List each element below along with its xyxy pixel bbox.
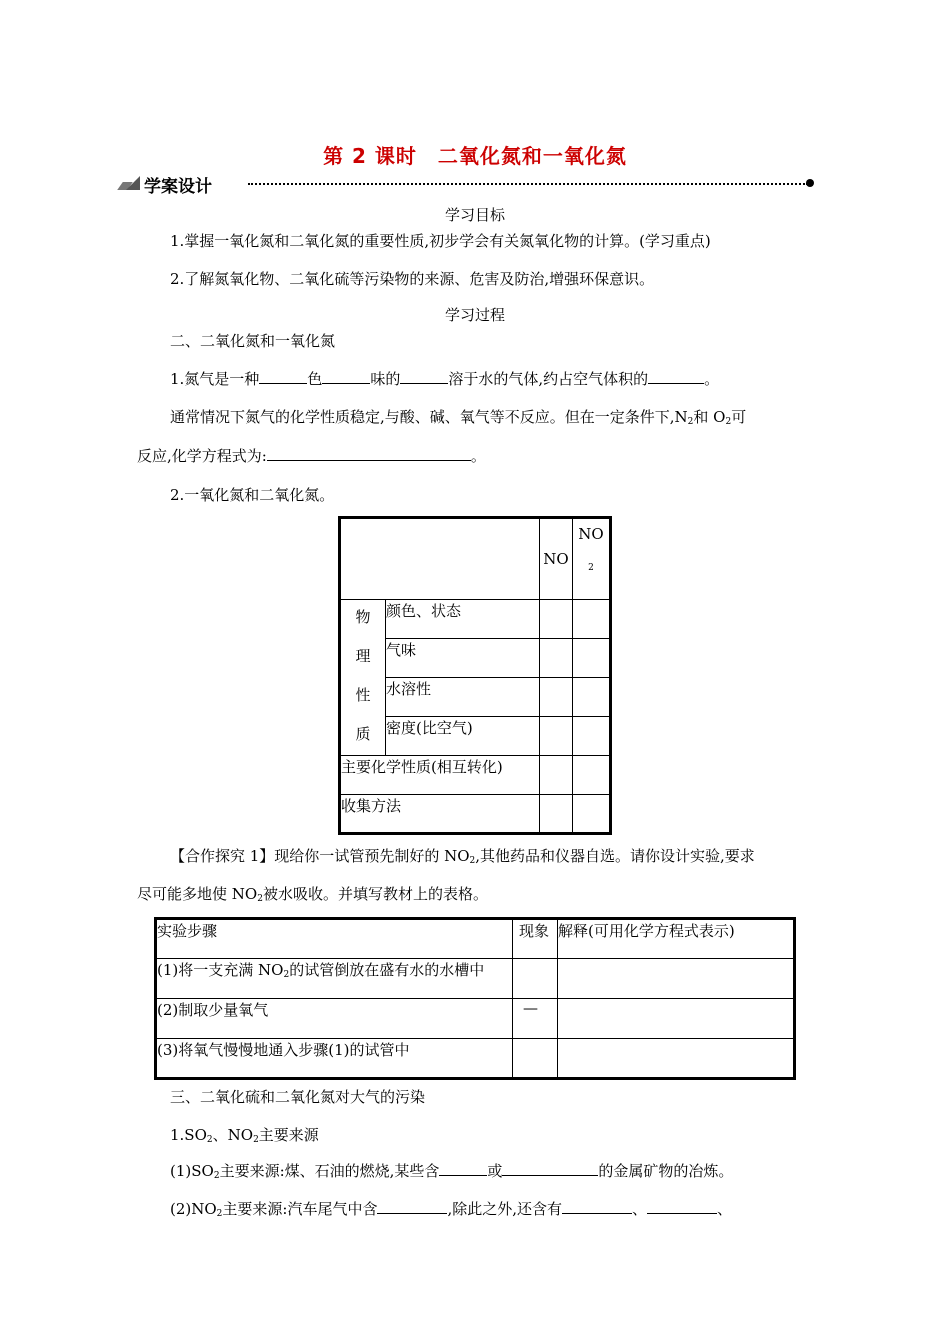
para-b-end: 。: [470, 447, 486, 465]
subscript: 2: [257, 894, 263, 904]
section-3-so2-source: [170, 1160, 733, 1181]
para-a-text: 通常情况下氮气的化学性质稳定,与酸、碱、氧气等不反应。但在一定条件下,N: [170, 408, 688, 426]
answer-blank[interactable]: [439, 1161, 487, 1176]
objective-item-2: 2.了解氮氧化物、二氧化硫等污染物的来源、危害及防治,增强环保意识。: [170, 270, 655, 288]
explore-line-1: [170, 845, 755, 866]
answer-cell[interactable]: [558, 999, 795, 1039]
para-a-mid: 和 O: [693, 408, 726, 426]
subscript: 2: [216, 1209, 223, 1219]
header-explanation: 解释(可用化学方程式表示): [558, 919, 795, 959]
section-2-heading: 二、二氧化氮和一氧化氮: [170, 332, 336, 350]
subscript: 2: [213, 1171, 220, 1181]
col-no2-label: NO: [578, 525, 604, 543]
answer-cell[interactable]: [540, 600, 573, 639]
answer-blank[interactable]: [259, 369, 307, 384]
banner-end-dot-icon: [806, 179, 814, 187]
answer-cell[interactable]: [573, 600, 611, 639]
question-2: 2.一氧化氮和二氧化氮。: [170, 486, 335, 504]
table1-col-no: [540, 518, 573, 600]
s1-d: 的金属矿物的冶炼。: [598, 1162, 734, 1180]
paragraph-equation: [137, 445, 486, 466]
phys-char: 理: [355, 647, 371, 665]
banner-dotted-rule: [248, 183, 808, 185]
objective-item-1: 1.掌握一氧化氮和二氧化氮的重要性质,初步学会有关氮氧化物的计算。(学习重点): [170, 232, 711, 250]
explore-text-b: ,其他药品和仪器自选。请你设计实验,要求: [475, 847, 755, 865]
s2-d: 、: [632, 1200, 648, 1218]
s3q1-b: 、NO: [212, 1126, 254, 1144]
row-density: 密度(比空气): [386, 717, 540, 756]
answer-cell[interactable]: [573, 678, 611, 717]
paragraph-n2-stability: [170, 406, 746, 427]
answer-cell[interactable]: [540, 639, 573, 678]
step-row-1: [156, 959, 513, 999]
s2-b: 主要来源:汽车尾气中含: [222, 1200, 378, 1218]
answer-blank[interactable]: [322, 369, 370, 384]
row-odor: 气味: [386, 639, 540, 678]
q1-text-1: 1.氮气是一种: [170, 370, 260, 388]
answer-blank[interactable]: [400, 369, 448, 384]
no-no2-table: [338, 516, 612, 835]
answer-blank[interactable]: [562, 1199, 632, 1214]
s2-e: 、: [717, 1200, 733, 1218]
row-color-state: 颜色、状态: [386, 600, 540, 639]
table1-corner: [340, 518, 540, 600]
para-a-end: 可: [731, 408, 747, 426]
answer-cell[interactable]: [573, 795, 611, 834]
col-no2-subscript: 2: [588, 563, 594, 573]
subscript: 2: [283, 970, 290, 980]
header-steps: 实验步骤: [156, 919, 513, 959]
header-phenomenon: 现象: [513, 919, 558, 959]
q1-text-3: 味的: [370, 370, 401, 388]
col-no-label: NO: [543, 550, 569, 568]
process-heading: 学习过程: [444, 306, 505, 324]
explore-line-2: [137, 883, 488, 904]
explore-text-c: 尽可能多地使 NO: [137, 885, 258, 903]
phys-char: 质: [355, 725, 371, 743]
section-3-q1: [170, 1124, 319, 1145]
row-solubility: 水溶性: [386, 678, 540, 717]
table1-col-no2: [573, 518, 611, 600]
equation-blank[interactable]: [267, 446, 471, 461]
section-banner: [120, 170, 820, 196]
step1-text-a: (1)将一支充满 NO: [157, 961, 284, 979]
answer-cell[interactable]: [540, 756, 573, 795]
question-1: [170, 368, 719, 389]
s1-c: 或: [487, 1162, 503, 1180]
answer-cell[interactable]: [558, 959, 795, 999]
physical-properties-label: [340, 600, 386, 756]
answer-blank[interactable]: [647, 1199, 717, 1214]
s1-a: (1)SO: [170, 1162, 214, 1180]
answer-cell[interactable]: [540, 678, 573, 717]
step1-text-b: 的试管倒放在盛有水的水槽中: [289, 961, 485, 979]
section-3-heading: 三、二氧化硫和二氧化氮对大气的污染: [170, 1088, 426, 1106]
para-b-text: 反应,化学方程式为:: [137, 447, 267, 465]
page-title: 第 2 课时 二氧化氮和一氧化氮: [323, 144, 627, 168]
experiment-table: [154, 917, 796, 1080]
phys-char: 性: [355, 686, 371, 704]
step-row-3: (3)将氧气慢慢地通入步骤(1)的试管中: [156, 1039, 513, 1079]
phys-char: 物: [355, 608, 371, 626]
subscript: 2: [725, 417, 732, 427]
s2-a: (2)NO: [170, 1200, 217, 1218]
row-chemical-properties: 主要化学性质(相互转化): [340, 756, 540, 795]
row-collection-method: 收集方法: [340, 795, 540, 834]
section-3-no2-source: [170, 1198, 732, 1219]
s2-c: ,除此之外,还含有: [447, 1200, 563, 1218]
answer-cell[interactable]: [573, 639, 611, 678]
q1-text-5: 。: [704, 370, 720, 388]
subscript: 2: [206, 1135, 213, 1145]
s3q1-a: 1.SO: [170, 1126, 207, 1144]
answer-cell[interactable]: [540, 717, 573, 756]
answer-cell[interactable]: [573, 756, 611, 795]
objectives-heading: 学习目标: [444, 206, 505, 224]
answer-blank[interactable]: [648, 369, 704, 384]
answer-cell[interactable]: [513, 1039, 558, 1079]
answer-cell[interactable]: [558, 1039, 795, 1079]
subscript: 2: [469, 856, 476, 866]
q1-text-2: 色: [307, 370, 323, 388]
step-row-2: (2)制取少量氧气: [156, 999, 513, 1039]
answer-blank[interactable]: [502, 1161, 598, 1176]
answer-cell[interactable]: [513, 959, 558, 999]
banner-label: 学案设计: [144, 177, 212, 197]
answer-cell[interactable]: [573, 717, 611, 756]
s3q1-c: 主要来源: [258, 1126, 319, 1144]
explore-text-a: 【合作探究 1】现给你一试管预先制好的 NO: [170, 847, 470, 865]
explore-text-d: 被水吸收。并填写教材上的表格。: [262, 885, 488, 903]
phenomenon-dash: —: [513, 999, 558, 1039]
s1-b: 主要来源:煤、石油的燃烧,某些含: [219, 1162, 440, 1180]
subscript: 2: [687, 417, 694, 427]
q1-text-4: 溶于水的气体,约占空气体积的: [448, 370, 649, 388]
answer-cell[interactable]: [540, 795, 573, 834]
diamond-flag-icon: [126, 176, 140, 190]
answer-blank[interactable]: [377, 1199, 447, 1214]
subscript: 2: [253, 1135, 259, 1145]
